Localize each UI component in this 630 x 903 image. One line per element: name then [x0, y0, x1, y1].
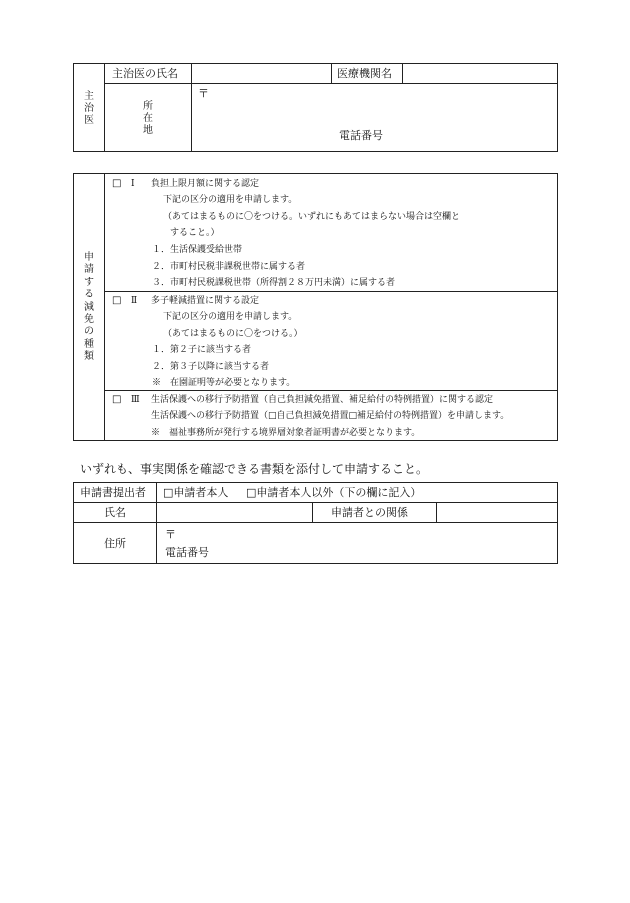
institution-field[interactable] — [403, 64, 557, 83]
section-2-line1: 下記の区分の適用を申請します。 — [163, 312, 298, 322]
applicant-postal-mark: 〒 — [165, 528, 176, 541]
section-1-title: 負担上限月額に関する認定 — [151, 179, 260, 189]
section-3-line1: 生活保護への移行予防措置（□自己負担減免措置□補足給付の特例措置）を申請します。 — [151, 411, 510, 421]
relation-label: 申請者との関係 — [331, 506, 408, 519]
section-3-numeral: Ⅲ — [131, 395, 140, 405]
doctor-name-field[interactable] — [192, 64, 330, 83]
section-1-line3: すること。） — [170, 228, 220, 238]
attachment-notice: いずれも、事実関係を確認できる書類を添付して申請すること。 — [80, 462, 429, 476]
section-1-line2: （あてはまるものに〇をつける。いずれにもあてはまらない場合は空欄と — [163, 212, 461, 222]
section-1-line1: 下記の区分の適用を申請します。 — [163, 195, 298, 205]
postal-mark: 〒 — [198, 87, 209, 100]
section-2-line2: （あてはまるものに〇をつける。） — [163, 329, 303, 339]
institution-label: 医療機関名 — [337, 67, 392, 80]
doctor-phone-label: 電話番号 — [339, 129, 383, 142]
section-2-checkbox[interactable]: □ — [112, 295, 122, 306]
doctor-side-label: 主治医 — [84, 91, 94, 126]
address-label: 所在地 — [143, 101, 153, 136]
section-3-title: 生活保護への移行予防措置（自己負担減免措置、補足給付の特例措置）に関する認定 — [151, 395, 494, 405]
section-2-item-2: ２．第３子以降に該当する者 — [152, 362, 270, 372]
option-self-checkbox[interactable]: □申請者本人 — [163, 486, 229, 499]
section-2-note: ※ 在園証明等が必要となります。 — [152, 378, 296, 388]
doctor-address-field[interactable] — [192, 84, 557, 128]
applicant-name-field[interactable] — [157, 503, 311, 522]
applicant-phone-label: 電話番号 — [165, 546, 209, 559]
section-3-checkbox[interactable]: □ — [112, 394, 122, 405]
section-2-title: 多子軽減措置に関する設定 — [151, 296, 260, 306]
section-1-item-1: １．生活保護受給世帯 — [152, 245, 243, 255]
section-2-numeral: Ⅱ — [131, 296, 138, 306]
reduction-side-label: 申請する減免の種類 — [84, 252, 94, 363]
section-2-item-1: １．第２子に該当する者 — [152, 345, 252, 355]
submitter-label: 申請書提出者 — [80, 486, 146, 499]
section-1-item-2: ２．市町村民税非課税世帯に属する者 — [152, 262, 306, 272]
applicant-address-label: 住所 — [104, 537, 126, 550]
relation-field[interactable] — [437, 503, 557, 522]
section-1-item-3: ３．市町村民税課税世帯（所得割２８万円未満）に属する者 — [152, 278, 396, 288]
section-1-checkbox[interactable]: □ — [112, 178, 122, 189]
doctor-name-label: 主治医の氏名 — [112, 67, 178, 80]
section-3-note: ※ 福祉事務所が発行する境界層対象者証明書が必要となります。 — [151, 428, 421, 438]
applicant-name-label: 氏名 — [104, 506, 126, 519]
applicant-address-field[interactable] — [157, 523, 557, 563]
section-1-numeral: Ⅰ — [131, 179, 135, 189]
option-other-checkbox[interactable]: □申請者本人以外（下の欄に記入） — [246, 486, 422, 499]
